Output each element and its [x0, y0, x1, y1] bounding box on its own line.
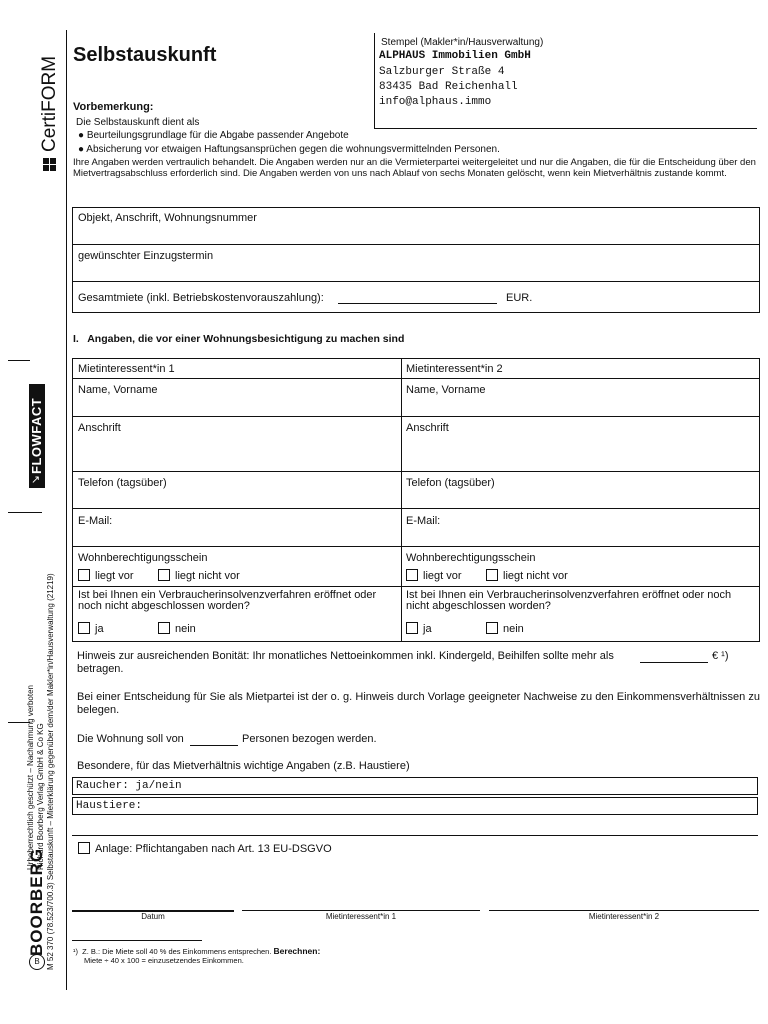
flowfact-logo: [29, 384, 45, 488]
stamp-line-1: ALPHAUS Immobilien GmbH: [379, 50, 531, 62]
applicant-table-center: [401, 358, 402, 642]
certiform-logo: [40, 40, 60, 150]
wbs-no-checkbox-1[interactable]: [158, 569, 170, 581]
total-rent-label: Gesamtmiete (inkl. Betriebskostenvorauszahlung):: [78, 292, 324, 304]
insolvency-yes-1[interactable]: [78, 622, 104, 635]
insolvency-no-1[interactable]: [158, 622, 196, 635]
intro-bullet-2: ● Absicherung vor etwaigen Haftungsansprüchen gegen die wohnungsvermittelnden Personen.: [78, 144, 500, 155]
sidebar-mark-1: [8, 360, 30, 361]
phone-field-2[interactable]: Telefon (tagsüber): [406, 477, 495, 489]
insolvency-yes-checkbox-1[interactable]: [78, 622, 90, 634]
col-header-1: Mietinteressent*in 1: [78, 363, 175, 375]
object-box-divider-2: [72, 281, 760, 282]
persons-count-input[interactable]: [190, 745, 238, 746]
wbs-yes-2[interactable]: [406, 569, 462, 582]
wbs-yes-1[interactable]: [78, 569, 134, 582]
row-line-1: [72, 378, 760, 379]
sidebar-divider: [66, 30, 67, 990]
total-rent-input[interactable]: [338, 303, 497, 304]
stamp-box: [374, 33, 757, 129]
copyright-line-2: Richard Boorberg Verlag GmbH & Co KG: [36, 723, 45, 870]
name-field-1[interactable]: Name, Vorname: [78, 384, 158, 396]
insolvency-no-2[interactable]: [486, 622, 524, 635]
wbs-yes-label-1: liegt vor: [95, 570, 134, 582]
wbs-no-label-1: liegt nicht vor: [175, 570, 240, 582]
stamp-line-4: info@alphaus.immo: [379, 96, 492, 108]
stamp-line-3: 83435 Bad Reichenhall: [379, 81, 518, 93]
stamp-label: Stempel (Makler*in/Hausverwaltung): [381, 37, 544, 48]
insolvency-yes-label-1: ja: [95, 623, 104, 635]
sidebar-mark-2: [8, 512, 42, 513]
boorberg-wordmark: BOORBERG: [27, 847, 46, 956]
intro-bullet-1-text: Beurteilungsgrundlage für die Abgabe passender Angebote: [86, 130, 349, 141]
date-label: Datum: [141, 912, 165, 921]
pets-field[interactable]: [72, 797, 758, 815]
income-hint: Hinweis zur ausreichenden Bonität: Ihr monatliches Nettoeinkommen inkl. Kindergeld, Beihilfen sollte mehr als: [77, 650, 614, 662]
wbs-label-2: Wohnberechtigungsschein: [406, 552, 536, 564]
certiform-wordmark: CertiFORM: [39, 55, 60, 152]
intro-heading: Vorbemerkung:: [73, 101, 154, 113]
wbs-no-1[interactable]: [158, 569, 240, 582]
smoker-text: Raucher: ja/nein: [76, 780, 182, 792]
email-field-2[interactable]: E-Mail:: [406, 515, 441, 527]
footnote-bold: Berechnen:: [273, 946, 321, 956]
intro-line: Die Selbstauskunft dient als: [76, 117, 200, 128]
tenant2-label: Mietinteressent*in 2: [588, 912, 660, 921]
object-address-field[interactable]: Objekt, Anschrift, Wohnungsnummer: [78, 212, 257, 224]
persons-label-a: Die Wohnung soll von: [77, 733, 184, 745]
copyright-line-1: Urheberrechtlich geschützt – Nachahmung verboten: [26, 685, 35, 870]
form-code-text: M 52 370 (78.523/700.3) Selbstauskunft – Mieterklärung gegenüber dem/der Makler*in/Hausverwaltung (21219): [46, 573, 55, 970]
tenant1-signature-line[interactable]: [242, 910, 480, 911]
attachment-label: Anlage: Pflichtangaben nach Art. 13 EU-DSGVO: [95, 843, 332, 855]
wbs-no-2[interactable]: [486, 569, 568, 582]
income-end: betragen.: [77, 663, 124, 675]
boorberg-emblem-icon: B: [29, 954, 45, 970]
decision-note: Bei einer Entscheidung für Sie als Mietpartei ist der o. g. Hinweis durch Vorlage geeigneter Nachweise zu den Einkommensverhältnissen zu belegen.: [77, 691, 760, 716]
address-field-1[interactable]: Anschrift: [78, 422, 121, 434]
income-input[interactable]: [640, 662, 708, 663]
intro-bullet-1: ● Beurteilungsgrundlage für die Abgabe passender Angebote: [78, 130, 349, 141]
row-line-4: [72, 508, 760, 509]
privacy-paragraph: Ihre Angaben werden vertraulich behandelt. Die Angaben werden nur an die Vermieterpartei weitergeleitet und nur die Angaben, die für die Entscheidung über den Mietvertragsabschluss erforderlich sind. Die Angaben werden von uns nach Ablauf von sechs Monaten gelöscht, wenn kein Mietverhältnis zustande kommt.: [73, 157, 756, 179]
address-field-2[interactable]: Anschrift: [406, 422, 449, 434]
insolvency-no-label-2: nein: [503, 623, 524, 635]
pets-text: Haustiere:: [76, 800, 143, 812]
row-line-2: [72, 416, 760, 417]
flowfact-wordmark: FLOWFACT: [29, 397, 44, 474]
special-info-label: Besondere, für das Mietverhältnis wichtige Angaben (z.B. Haustiere): [77, 760, 410, 772]
row-line-6: [72, 586, 760, 587]
email-field-1[interactable]: E-Mail:: [78, 515, 113, 527]
row-line-3: [72, 471, 760, 472]
tenant1-label: Mietinteressent*in 1: [325, 912, 397, 921]
phone-field-1[interactable]: Telefon (tagsüber): [78, 477, 167, 489]
page-title: Selbstauskunft: [73, 44, 217, 66]
wbs-no-checkbox-2[interactable]: [486, 569, 498, 581]
tenant2-signature-line[interactable]: [489, 910, 759, 911]
income-unit: € ¹): [712, 650, 729, 662]
section-heading: I. Angaben, die vor einer Wohnungsbesichtigung zu machen sind: [73, 333, 405, 345]
object-box-divider-1: [72, 244, 760, 245]
currency-label: EUR.: [506, 292, 533, 304]
footnote-text: Z. B.: Die Miete soll 40 % des Einkommens entsprechen.: [82, 947, 272, 956]
attachment-option[interactable]: [78, 842, 332, 855]
stamp-line-2: Salzburger Straße 4: [379, 66, 505, 78]
footnote-formula: Miete ÷ 40 x 100 = einzusetzendes Einkommen.: [84, 956, 244, 965]
insolvency-no-checkbox-1[interactable]: [158, 622, 170, 634]
insolvency-question-1: Ist bei Ihnen ein Verbraucherinsolvenzverfahren eröffnet oder noch nicht abgeschlossen worden?: [78, 589, 377, 612]
attachment-divider: [72, 835, 758, 836]
name-field-2[interactable]: Name, Vorname: [406, 384, 486, 396]
insolvency-yes-2[interactable]: [406, 622, 432, 635]
footnote-line-1: [73, 946, 320, 956]
row-line-5: [72, 546, 760, 547]
insolvency-question-2: Ist bei Ihnen ein Verbraucherinsolvenzverfahren eröffnet oder noch nicht abgeschlossen worden?: [406, 589, 732, 612]
wbs-no-label-2: liegt nicht vor: [503, 570, 568, 582]
certiform-squares-icon: [43, 158, 56, 171]
insolvency-no-label-1: nein: [175, 623, 196, 635]
attachment-checkbox[interactable]: [78, 842, 90, 854]
wbs-yes-checkbox-1[interactable]: [78, 569, 90, 581]
persons-label-b: Personen bezogen werden.: [242, 733, 377, 745]
flowfact-arrow-icon: ↗: [31, 474, 41, 486]
wbs-label-1: Wohnberechtigungsschein: [78, 552, 208, 564]
wbs-yes-label-2: liegt vor: [423, 570, 462, 582]
insolvency-no-checkbox-2[interactable]: [486, 622, 498, 634]
insolvency-yes-label-2: ja: [423, 623, 432, 635]
wbs-yes-checkbox-2[interactable]: [406, 569, 418, 581]
col-header-2: Mietinteressent*in 2: [406, 363, 503, 375]
intro-bullet-2-text: Absicherung vor etwaigen Haftungsansprüchen gegen die wohnungsvermittelnden Personen.: [86, 144, 500, 155]
footnote-divider: [72, 940, 202, 941]
move-in-date-field[interactable]: gewünschter Einzugstermin: [78, 250, 214, 262]
insolvency-yes-checkbox-2[interactable]: [406, 622, 418, 634]
footnote-mark: ¹): [73, 947, 78, 956]
